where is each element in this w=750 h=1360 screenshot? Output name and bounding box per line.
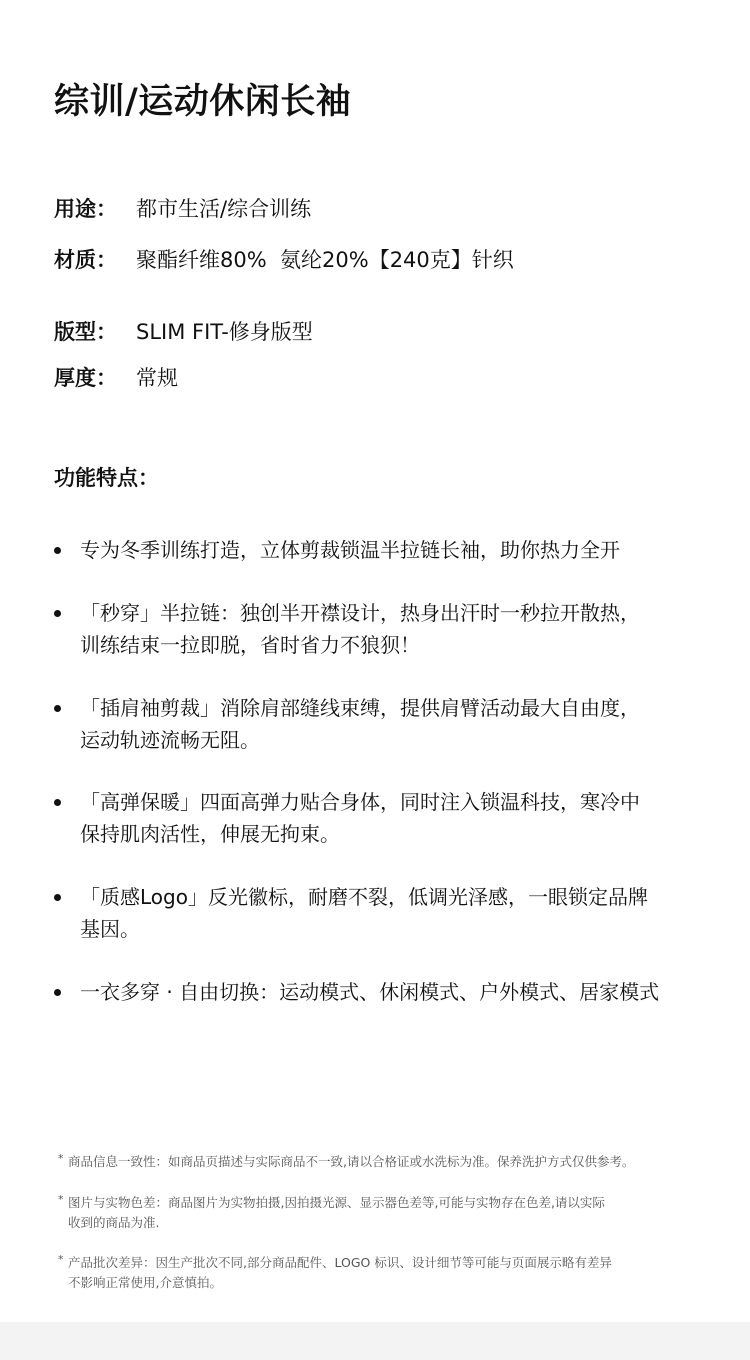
feature-item <box>54 534 724 566</box>
page-title: 综训/运动休闲长袖 <box>54 82 352 122</box>
feature-item <box>54 597 724 661</box>
bullet-dot-icon <box>54 597 62 629</box>
footer-bar <box>0 1322 750 1360</box>
spec-fit <box>54 317 313 347</box>
features-heading: 功能特点： <box>54 466 159 490</box>
spec-usage <box>54 194 311 224</box>
feature-line: 「插肩袖剪裁」消除肩部缝线束缚，提供肩臂活动最大自由度， <box>80 696 640 720</box>
feature-item <box>54 786 724 850</box>
feature-item <box>54 692 724 756</box>
feature-line: 专为冬季训练打造，立体剪裁锁温半拉链长袖，助你热力全开 <box>80 538 620 562</box>
feature-item <box>54 881 724 945</box>
disclaimer-note <box>58 1193 718 1233</box>
asterisk-icon: * <box>58 1253 64 1266</box>
note-line: 不影响正常使用,介意慎拍。 <box>68 1275 222 1290</box>
disclaimer-note <box>58 1152 718 1172</box>
spec-label: 用途： <box>54 197 117 221</box>
note-line: 图片与实物色差：商品图片为实物拍摄,因拍摄光源、显示器色差等,可能与实物存在色差,请以实际 <box>68 1195 605 1210</box>
bullet-dot-icon <box>54 692 62 724</box>
spec-label: 材质： <box>54 248 117 272</box>
note-line: 商品信息一致性：如商品页描述与实际商品不一致,请以合格证或水洗标为准。保养洗护方式仅供参考。 <box>68 1154 635 1169</box>
feature-line: 「秒穿」半拉链：独创半开襟设计，热身出汗时一秒拉开散热， <box>80 601 640 625</box>
feature-line: 基因。 <box>80 917 140 941</box>
note-line: 收到的商品为准. <box>68 1215 160 1230</box>
spec-material <box>54 245 514 275</box>
spec-value: SLIM FIT-修身版型 <box>136 320 313 344</box>
note-line: 产品批次差异：因生产批次不同,部分商品配件、LOGO 标识、设计细节等可能与页面展示略有差异 <box>68 1255 612 1270</box>
disclaimer-note <box>58 1253 718 1293</box>
asterisk-icon: * <box>58 1193 64 1206</box>
bullet-dot-icon <box>54 881 62 913</box>
feature-item <box>54 976 724 1008</box>
feature-line: 训练结束一拉即脱，省时省力不狼狈！ <box>80 633 420 657</box>
bullet-dot-icon <box>54 976 62 1008</box>
spec-value: 都市生活/综合训练 <box>136 197 312 221</box>
spec-thickness <box>54 363 178 393</box>
feature-line: 运动轨迹流畅无阻。 <box>80 728 260 752</box>
bullet-dot-icon <box>54 534 62 566</box>
feature-line: 「高弹保暖」四面高弹力贴合身体，同时注入锁温科技，寒冷中 <box>80 790 640 814</box>
asterisk-icon: * <box>58 1152 64 1165</box>
feature-line: 一衣多穿 · 自由切换：运动模式、休闲模式、户外模式、居家模式 <box>80 980 660 1004</box>
spec-value: 聚酯纤维80% 氨纶20%【240克】针织 <box>136 248 514 272</box>
feature-line: 保持肌肉活性，伸展无拘束。 <box>80 822 340 846</box>
feature-line: 「质感Logo」反光徽标，耐磨不裂，低调光泽感，一眼锁定品牌 <box>80 885 648 909</box>
spec-label: 厚度： <box>54 366 117 390</box>
spec-value: 常规 <box>136 366 178 390</box>
spec-label: 版型： <box>54 320 117 344</box>
bullet-dot-icon <box>54 786 62 818</box>
